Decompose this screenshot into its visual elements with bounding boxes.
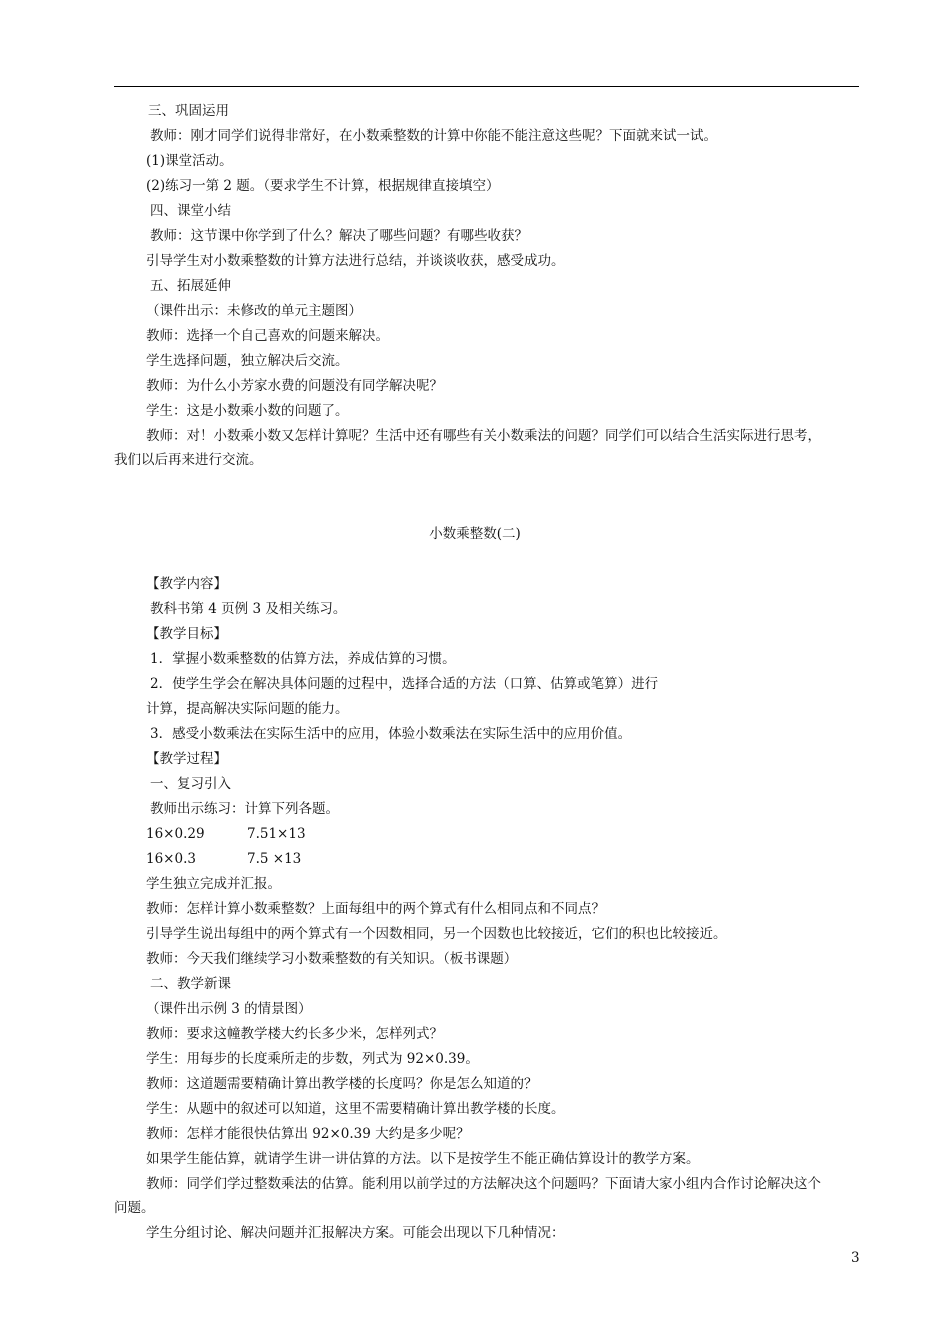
- text-line: 教师：为什么小芳家水费的问题没有同学解决呢？: [146, 378, 443, 394]
- text-line: 教师：怎样才能很快估算出 92×0.39 大约是多少呢？: [146, 1126, 470, 1142]
- text-line: 教师出示练习：计算下列各题。: [150, 801, 339, 817]
- text-line: 教师：今天我们继续学习小数乘整数的有关知识。（板书课题）: [146, 951, 518, 967]
- text-line: 教科书第 4 页例 3 及相关练习。: [150, 601, 347, 617]
- text-line: 【教学内容】: [146, 576, 227, 592]
- text-line: 教师：怎样计算小数乘整数？上面每组中的两个算式有什么相同点和不同点？: [146, 901, 605, 917]
- text-line: 计算，提高解决实际问题的能力。: [146, 701, 349, 717]
- header-rule: [114, 86, 859, 87]
- text-line: （课件出示例 3 的情景图）: [146, 1001, 312, 1017]
- text-line: 三、巩固运用: [148, 103, 229, 119]
- text-line: 1．掌握小数乘整数的估算方法，养成估算的习惯。: [150, 651, 456, 667]
- text-line: 学生独立完成并汇报。: [146, 876, 281, 892]
- page-number: 3: [851, 1250, 860, 1266]
- text-line: 教师：这节课中你学到了什么？解决了哪些问题？有哪些收获？: [150, 228, 528, 244]
- text-line: 问题。: [114, 1200, 155, 1216]
- text-line: 学生：用每步的长度乘所走的步数，列式为 92×0.39。: [146, 1051, 479, 1067]
- text-line: 教师：对！小数乘小数又怎样计算呢？生活中还有哪些有关小数乘法的问题？同学们可以结合生活实际进行思考，: [146, 428, 821, 444]
- text-line: (2)练习一第 2 题。（要求学生不计算，根据规律直接填空）: [146, 178, 500, 194]
- text-line: 如果学生能估算，就请学生讲一讲估算的方法。以下是按学生不能正确估算设计的教学方案。: [146, 1151, 700, 1167]
- text-line: 教师：选择一个自己喜欢的问题来解决。: [146, 328, 389, 344]
- text-line: 学生选择问题，独立解决后交流。: [146, 353, 349, 369]
- text-line: 教师：同学们学过整数乘法的估算。能利用以前学过的方法解决这个问题吗？下面请大家小组内合作讨论解决这个: [146, 1176, 821, 1192]
- text-line: 教师：刚才同学们说得非常好，在小数乘整数的计算中你能不能注意这些呢？下面就来试一试。: [150, 128, 717, 144]
- text-line: 学生分组讨论、解决问题并汇报解决方案。可能会出现以下几种情况：: [146, 1225, 565, 1241]
- text-line: 【教学目标】: [146, 626, 227, 642]
- text-line: 五、拓展延伸: [150, 278, 231, 294]
- text-line: 四、课堂小结: [150, 203, 231, 219]
- section-title: 小数乘整数(二): [429, 526, 521, 542]
- text-line: 3．感受小数乘法在实际生活中的应用，体验小数乘法在实际生活中的应用价值。: [150, 726, 632, 742]
- text-line: 2．使学生学会在解决具体问题的过程中，选择合适的方法（口算、估算或笔算）进行: [150, 676, 659, 692]
- text-line: 我们以后再来进行交流。: [114, 452, 263, 468]
- text-line: 二、教学新课: [150, 976, 231, 992]
- text-line: 【教学过程】: [146, 751, 227, 767]
- text-line: 引导学生说出每组中的两个算式有一个因数相同，另一个因数也比较接近，它们的积也比较接近。: [146, 926, 727, 942]
- text-line: 学生：这是小数乘小数的问题了。: [146, 403, 349, 419]
- exercise-item: 7.51×13: [247, 826, 306, 842]
- text-line: （课件出示：未修改的单元主题图）: [146, 303, 362, 319]
- exercise-item: 16×0.29: [146, 826, 205, 842]
- text-line: 一、复习引入: [150, 776, 231, 792]
- text-line: 引导学生对小数乘整数的计算方法进行总结，并谈谈收获，感受成功。: [146, 253, 565, 269]
- text-line: 学生：从题中的叙述可以知道，这里不需要精确计算出教学楼的长度。: [146, 1101, 565, 1117]
- text-line: (1)课堂活动。: [146, 153, 233, 169]
- text-line: 教师：要求这幢教学楼大约长多少米，怎样列式？: [146, 1026, 443, 1042]
- exercise-item: 7.5 ×13: [247, 851, 302, 867]
- exercise-item: 16×0.3: [146, 851, 196, 867]
- text-line: 教师：这道题需要精确计算出教学楼的长度吗？你是怎么知道的？: [146, 1076, 538, 1092]
